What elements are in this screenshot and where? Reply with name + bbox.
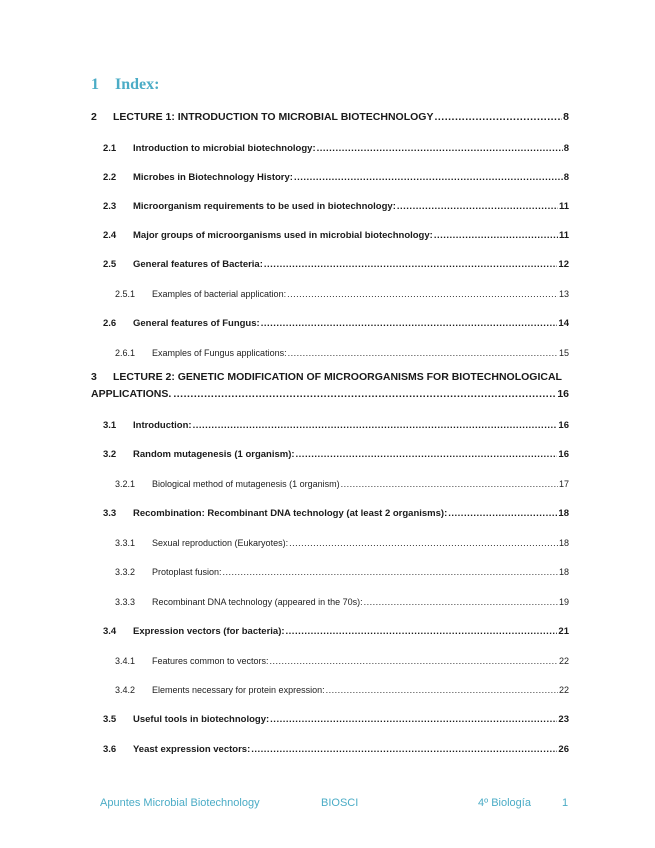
toc-entry-number: 3: [91, 371, 97, 383]
toc-entry-page: 8: [563, 143, 569, 154]
toc-entry-title: Introduction:: [133, 420, 192, 431]
footer-document-title: Apuntes Microbial Biotechnology: [100, 797, 260, 809]
toc-entry[interactable]: [103, 143, 569, 154]
toc-entry[interactable]: [103, 259, 569, 270]
toc-entry[interactable]: [115, 538, 569, 548]
toc-dot-leader: [397, 201, 558, 212]
toc-entry[interactable]: [103, 714, 569, 725]
footer-subject: BIOSCI: [321, 797, 359, 809]
toc-entry-number: 2.5: [103, 259, 117, 270]
toc-entry-page: 18: [558, 567, 569, 577]
toc-dot-leader: [326, 685, 558, 695]
toc-entry-page: 8: [563, 111, 569, 123]
toc-entry-page: 11: [558, 230, 569, 241]
toc-entry-number: 2.6.1: [115, 348, 136, 358]
toc-entry[interactable]: [103, 508, 569, 519]
toc-entry-page: 8: [563, 172, 569, 183]
toc-dot-leader: [286, 626, 558, 637]
toc-entry-page: 21: [558, 626, 569, 637]
toc-dot-leader: [264, 259, 558, 270]
toc-dot-leader: [289, 538, 558, 548]
toc-entry[interactable]: [103, 172, 569, 183]
toc-entry-number: 3.4: [103, 626, 117, 637]
toc-entry-title: Recombination: Recombinant DNA technology (at least 2 organisms):: [133, 508, 448, 519]
toc-entry[interactable]: [103, 318, 569, 329]
footer-page-number: 1: [562, 797, 569, 809]
toc-dot-leader: [223, 567, 558, 577]
toc-entry[interactable]: [103, 420, 569, 431]
toc-entry[interactable]: 3 LECTURE 2: GENETIC MODIFICATION OF MICROORGANISMS FOR BIOTECHNOLOGICAL APPLICATIONS. ..... 16: [91, 369, 569, 403]
toc-entry-title: General features of Fungus:: [133, 318, 260, 329]
toc-entry-title: Useful tools in biotechnology:: [133, 714, 270, 725]
toc-entry-number: 2: [91, 111, 97, 123]
toc-entry-number: 3.4.1: [115, 656, 136, 666]
toc-entry-page: 13: [558, 289, 569, 299]
toc-entry-title: Biological method of mutagenesis (1 organism): [152, 479, 340, 489]
toc-entry-title: LECTURE 1: INTRODUCTION TO MICROBIAL BIOTECHNOLOGY: [113, 111, 434, 123]
toc-entry-page: 17: [558, 479, 569, 489]
toc-entry-page: 11: [558, 201, 569, 212]
toc-entry-number: 3.3: [103, 508, 117, 519]
toc-entry-page: 16: [558, 420, 569, 431]
toc-entry-page: 16: [558, 449, 569, 460]
toc-dot-leader: [434, 111, 562, 123]
toc-entry[interactable]: [115, 597, 569, 607]
toc-dot-leader: [251, 744, 557, 755]
toc-entry-page: 18: [558, 538, 569, 548]
toc-entry[interactable]: [115, 348, 569, 358]
toc-entry[interactable]: [103, 201, 569, 212]
toc-entry-number: 3.3.1: [115, 538, 136, 548]
toc-entry-title: Yeast expression vectors:: [133, 744, 251, 755]
toc-entry[interactable]: [91, 111, 569, 123]
toc-entry-title: Recombinant DNA technology (appeared in the 70s):: [152, 597, 363, 607]
toc-entry-page: 18: [558, 508, 569, 519]
index-heading-number: 1: [91, 76, 99, 93]
toc-dot-leader: [261, 318, 558, 329]
toc-entry-title: Protoplast fusion:: [152, 567, 222, 577]
toc-entry-page: 19: [558, 597, 569, 607]
toc-entry-title: Random mutagenesis (1 organism):: [133, 449, 295, 460]
toc-entry-number: 3.3.2: [115, 567, 136, 577]
index-heading: [91, 76, 159, 94]
toc-dot-leader: [270, 656, 558, 666]
toc-dot-leader: [193, 420, 558, 431]
toc-entry[interactable]: [115, 567, 569, 577]
toc-entry-title: Major groups of microorganisms used in microbial biotechnology:: [133, 230, 433, 241]
toc-dot-leader: [294, 172, 563, 183]
toc-entry[interactable]: [103, 230, 569, 241]
toc-entry-number: 3.6: [103, 744, 117, 755]
toc-entry-number: 3.5: [103, 714, 117, 725]
toc-entry[interactable]: [115, 289, 569, 299]
toc-entry-page: 26: [558, 744, 569, 755]
toc-entry[interactable]: [115, 656, 569, 666]
toc-entry[interactable]: [103, 626, 569, 637]
toc-dot-leader: [287, 289, 558, 299]
toc-entry-number: 2.3: [103, 201, 117, 212]
toc-entry-number: 3.3.3: [115, 597, 136, 607]
toc-entry-title: Examples of Fungus applications:: [152, 348, 287, 358]
toc-entry-number: 3.4.2: [115, 685, 136, 695]
toc-entry-number: 2.1: [103, 143, 117, 154]
toc-entry-title: Introduction to microbial biotechnology:: [133, 143, 316, 154]
toc-entry[interactable]: [103, 744, 569, 755]
toc-entry-number: 3.2.1: [115, 479, 136, 489]
toc-entry-page: 22: [558, 685, 569, 695]
toc-dot-leader: [173, 386, 555, 403]
toc-entry-title: Elements necessary for protein expression:: [152, 685, 325, 695]
toc-dot-leader: [364, 597, 558, 607]
toc-dot-leader: [270, 714, 557, 725]
toc-entry-title: General features of Bacteria:: [133, 259, 263, 270]
toc-dot-leader: [448, 508, 557, 519]
toc-entry-title: Features common to vectors:: [152, 656, 269, 666]
footer-course: 4º Biología: [478, 797, 531, 809]
toc-entry[interactable]: [115, 479, 569, 489]
toc-entry-title: Examples of bacterial application:: [152, 289, 287, 299]
toc-entry-page: 15: [558, 348, 569, 358]
toc-entry-number: 2.6: [103, 318, 117, 329]
index-heading-title: Index:: [115, 76, 160, 93]
toc-entry[interactable]: [103, 449, 569, 460]
toc-entry-number: 2.4: [103, 230, 117, 241]
toc-entry-page: 14: [558, 318, 569, 329]
toc-entry-title: Microbes in Biotechnology History:: [133, 172, 293, 183]
toc-dot-leader: [341, 479, 558, 489]
toc-entry-title: Expression vectors (for bacteria):: [133, 626, 285, 637]
toc-dot-leader: [288, 348, 558, 358]
toc-entry-number: 3.1: [103, 420, 117, 431]
toc-entry-page: 23: [558, 714, 569, 725]
toc-dot-leader: [296, 449, 558, 460]
toc-entry-title: Microorganism requirements to be used in biotechnology:: [133, 201, 396, 212]
toc-dot-leader: [434, 230, 558, 241]
toc-entry-number: 2.2: [103, 172, 117, 183]
toc-entry[interactable]: [115, 685, 569, 695]
toc-dot-leader: [317, 143, 563, 154]
toc-entry-page: 12: [558, 259, 569, 270]
toc-entry-number: 3.2: [103, 449, 117, 460]
toc-entry-title: Sexual reproduction (Eukaryotes):: [152, 538, 289, 548]
toc-entry-number: 2.5.1: [115, 289, 136, 299]
toc-entry-page: 22: [558, 656, 569, 666]
